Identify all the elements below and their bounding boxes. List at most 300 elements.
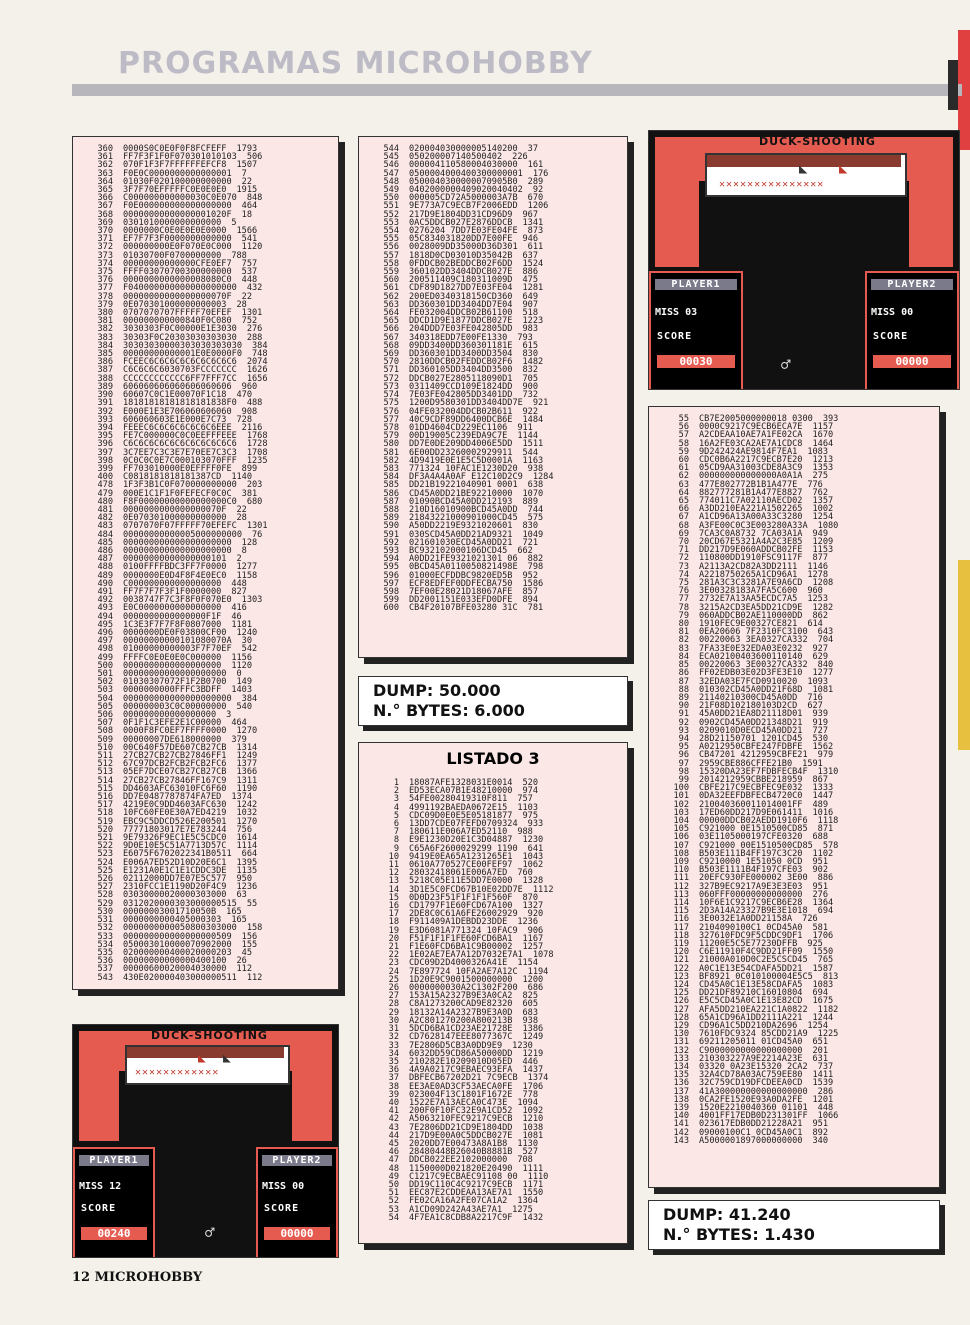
line-number: 527 <box>97 882 113 893</box>
checksum: 760 <box>517 868 533 879</box>
line-number: 596 <box>383 570 399 581</box>
checksum: 30 <box>241 636 253 647</box>
checksum: 1377 <box>236 759 258 770</box>
line-number: 74 <box>678 569 689 580</box>
checksum: 470 <box>236 390 253 401</box>
line-number: 515 <box>97 783 113 794</box>
checksum: 946 <box>522 234 539 245</box>
hex-data: 16A2FE03CA2AE7A1CDC8 <box>699 438 803 449</box>
checksum: 927 <box>812 643 829 654</box>
checksum: 1043 <box>522 851 544 862</box>
line-number: 557 <box>383 250 399 261</box>
line-number: 92 <box>678 717 689 728</box>
line-number: 581 <box>383 447 399 458</box>
line-number: 509 <box>97 734 113 745</box>
checksum: 694 <box>812 988 829 999</box>
checksum: 1094 <box>517 1097 539 1108</box>
dump-line: DUMP: 50.000 <box>373 681 501 700</box>
checksum: 28 <box>236 513 247 524</box>
line-number: 122 <box>673 963 689 974</box>
hex-data: B503E111B4FF197C3C20 <box>699 848 803 859</box>
line-number: 598 <box>383 586 399 597</box>
line-number: 89 <box>678 692 689 703</box>
hex-data: 27CB27CB27846FF167C9 <box>123 775 227 786</box>
checksum: 1156 <box>231 652 253 663</box>
checksum: 1080 <box>817 520 839 531</box>
checksum: 919 <box>812 717 829 728</box>
miss-counter: MISS 00 <box>262 1181 305 1192</box>
hex-data: A0DD21FE9321021301 06 <box>409 554 518 565</box>
hex-data: 0D0D23F51F1F1F1F560F <box>409 892 513 903</box>
line-number: 12 <box>388 868 399 879</box>
line-number: 524 <box>97 857 113 868</box>
line-number: 575 <box>383 398 399 409</box>
line-number: 47 <box>388 1155 399 1166</box>
hex-data: 04FE032004DDCB02B611 <box>409 406 513 417</box>
checksum: 537 <box>241 267 258 278</box>
game-screenshot-bottom <box>72 1024 339 1258</box>
checksum: 1083 <box>812 980 834 991</box>
checksum: 1311 <box>236 775 258 786</box>
checksum: 286 <box>817 1086 834 1097</box>
line-number: 102 <box>673 799 689 810</box>
checksum: 827 <box>231 586 247 597</box>
line-number: 84 <box>678 651 689 662</box>
checksum: 1670 <box>812 430 834 441</box>
hex-data: 21140210300CD45A0DD <box>699 692 798 703</box>
player-label: PLAYER1 <box>655 279 737 290</box>
line-number: 505 <box>97 701 113 712</box>
checksum: 1768 <box>246 431 268 442</box>
line-number: 387 <box>97 365 113 376</box>
line-number: 26 <box>388 983 399 994</box>
line-number: 53 <box>388 1204 399 1215</box>
line-number: 123 <box>673 971 689 982</box>
checksum: 615 <box>522 340 539 351</box>
hex-data: 020004030000005140200 <box>409 144 518 154</box>
checksum: 1200 <box>522 974 544 985</box>
hex-data: CDF89D1827DD7E03FE04 <box>409 283 513 294</box>
hex-data: 65A1CD96A1DD2111A221 <box>699 1012 803 1023</box>
hex-data: B503E1111B4F197CFE03 <box>699 865 803 876</box>
checksum: 1706 <box>812 930 834 941</box>
hex-data: A2218750265A1CD96A1 <box>699 569 798 580</box>
hex-data: 77771803017E7E783244 <box>123 824 227 835</box>
checksum: 1146 <box>807 561 829 572</box>
line-number: 11 <box>388 860 399 871</box>
checksum: 448 <box>817 1103 834 1114</box>
hex-data: F911409A1DEBDD23DDE <box>409 917 508 928</box>
line-number: 32 <box>388 1032 399 1043</box>
line-number: 41 <box>388 1106 399 1117</box>
hex-data: 2310FCC1E1190D20F4C9 <box>123 882 227 893</box>
line-number: 88 <box>678 684 689 695</box>
line-number: 499 <box>97 652 113 663</box>
hex-data: 7CA3C0A8732 7CA03A1A <box>699 528 803 539</box>
checksum: 892 <box>812 1127 829 1138</box>
checksum: 55 <box>246 898 258 909</box>
line-number: 588 <box>383 504 399 515</box>
checksum: 1253 <box>807 594 829 605</box>
header-rule <box>72 84 962 96</box>
hex-data: 32A4CD78A03AC759EE80 <box>699 1070 803 1081</box>
hex-data: 1522E7A13AECA0C473E <box>409 1097 508 1108</box>
line-number: 129 <box>673 1021 689 1032</box>
line-number: 48 <box>388 1163 399 1174</box>
line-number: 121 <box>673 955 689 966</box>
line-number: 103 <box>673 807 689 818</box>
line-number: 585 <box>383 480 399 491</box>
checksum: 2074 <box>246 357 268 368</box>
line-number: 391 <box>97 398 113 409</box>
hex-data: C65A6F2600029299 1190 <box>409 843 518 854</box>
line-number: 2 <box>393 786 399 797</box>
checksum: 165 <box>231 915 247 926</box>
hex-data: FCEEC6C6C6C6C6C6C6C6C6 <box>123 357 237 368</box>
checksum: 683 <box>522 1007 539 1018</box>
checksum: 22 <box>241 176 253 187</box>
hex-data: F0E000000000000000000 <box>123 201 232 212</box>
checksum: 1353 <box>812 463 834 474</box>
line-number: 481 <box>97 504 113 515</box>
score-label: SCORE <box>264 1203 300 1214</box>
hex-data: 7610FDC9324 85CDD21A9 <box>699 1029 808 1040</box>
line-number: 63 <box>678 479 689 490</box>
hex-data: 1520E2210040360 01101 <box>699 1103 808 1114</box>
hex-data: 21843221000901000CD45 <box>409 513 518 524</box>
checksum: 1314 <box>236 742 258 753</box>
line-number: 492 <box>97 595 113 606</box>
line-number: 98 <box>678 766 689 777</box>
line-number: 526 <box>97 874 113 885</box>
hex-data: 070F1F3F7FFFFFFEFCF8 <box>123 160 227 171</box>
checksum: 1374 <box>231 792 253 803</box>
page-header-title: PROGRAMAS MICROHOBBY <box>118 46 593 81</box>
code-listing-right <box>648 406 940 1188</box>
line-number: 67 <box>678 512 689 523</box>
hex-data: 2732E7A13AA5ECDC7A5 <box>699 594 798 605</box>
hex-data: 20EFC930FE000002 3E00 <box>699 873 808 884</box>
hex-data: 0000000000000000000 <box>123 660 222 671</box>
checksum: 1066 <box>817 1111 839 1122</box>
line-number: 117 <box>673 922 689 933</box>
hex-data: 00000000000000001020F <box>123 209 232 220</box>
hex-data: 1E02AE7EA7A12D7032E7A1 <box>409 950 523 961</box>
hex-data: 477E802772B1B1A477E <box>699 479 798 490</box>
hex-data: DDCB022EE2102000000 <box>409 1155 508 1166</box>
checksum: 381 <box>241 488 258 499</box>
checksum: 165 <box>226 906 242 917</box>
hex-data: DD360301DD3400DD3504 <box>409 349 513 360</box>
hex-data: 69211205011 01CD45A0 <box>699 1037 803 1048</box>
checksum: 275 <box>812 471 829 482</box>
hex-data: 7FA33E0E32EDA03E0232 <box>699 643 803 654</box>
line-number: 480 <box>97 496 113 507</box>
checksum: 778 <box>522 1089 539 1100</box>
hex-data: 28480448B26040B8881B <box>409 1147 513 1158</box>
line-number: 367 <box>97 201 113 212</box>
score-label: SCORE <box>873 331 909 342</box>
checksum: 1236 <box>236 882 258 893</box>
hex-data: A3FE00C0C3E003280A33A <box>699 520 808 531</box>
score-value: 00000 <box>264 1227 330 1240</box>
line-number: 484 <box>97 529 113 540</box>
line-number: 546 <box>383 160 399 171</box>
hex-data: F0E0C0000000000000001 <box>123 168 232 179</box>
hex-data: 000E1C1F1F0FEFECF0C0C <box>123 488 232 499</box>
hex-data: 1150000D021820E20490 <box>409 1163 513 1174</box>
hex-data: 2D3A14A23327B9E3E1018 <box>699 906 808 917</box>
hex-data: 204DDD7E03FE042805DD <box>409 324 513 335</box>
hex-data: 0F1F1C3EFE2E1C00000 <box>123 718 222 729</box>
line-number: 101 <box>673 791 689 802</box>
hex-data: 4D9419E0E1E5C5D0001A <box>409 455 513 466</box>
checksum: 5 <box>231 217 237 228</box>
hex-data: C000000000000030C0E070 <box>123 193 237 204</box>
checksum: 384 <box>241 693 258 704</box>
line-number: 38 <box>388 1081 399 1092</box>
checksum: 1366 <box>236 767 258 778</box>
checksum: 1277 <box>236 562 258 573</box>
checksum: 871 <box>817 824 834 835</box>
checksum: 708 <box>517 1155 533 1166</box>
line-number: 372 <box>97 242 113 253</box>
checksum: 611 <box>527 242 544 253</box>
checksum: 1284 <box>532 472 554 483</box>
hex-data: 0000000000FFFC3BDFF <box>123 685 222 696</box>
line-number: 141 <box>673 1119 689 1130</box>
hex-data: EF7F7F3F0000000000000 <box>123 234 232 245</box>
checksum: 1915 <box>236 185 258 196</box>
hex-data: 4A9A0217C9EBAEC93EFA <box>409 1065 513 1076</box>
hex-data: 000000000E0F070E0C000 <box>123 242 232 253</box>
dump-line: DUMP: 41.240 <box>663 1205 791 1224</box>
hex-data: 3E00328183A7FA5C600 <box>699 586 798 597</box>
line-number: 395 <box>97 431 113 442</box>
line-number: 495 <box>97 619 113 630</box>
hex-data: 21F08D102180103D2CD <box>699 701 798 712</box>
line-number: 503 <box>97 685 113 696</box>
hex-data: 360102DD3404DDCB027E <box>409 267 513 278</box>
hex-data: 0BCD45A0110050821498E <box>409 562 518 573</box>
hex-data: C1217C9ECBAEC91108 00 <box>409 1171 518 1182</box>
hex-data: 01000ECFDDBC9820ED5B <box>409 570 513 581</box>
checksum: 22 <box>236 504 247 515</box>
line-number: 30 <box>388 1015 399 1026</box>
hex-data: C921000 00E1510500CD85 <box>699 840 813 851</box>
line-number: 8 <box>393 835 399 846</box>
hex-data: 0311409CCD109E1824DD <box>409 381 513 392</box>
line-number: 482 <box>97 513 113 524</box>
checksum: 908 <box>241 406 258 417</box>
checksum: 960 <box>241 381 258 392</box>
line-number: 128 <box>673 1012 689 1023</box>
checksum: 1675 <box>812 996 834 1007</box>
hex-data: EEC87E2CDDEAA13AE7A1 <box>409 1188 513 1199</box>
listing-row <box>365 1214 621 1222</box>
checksum: 1656 <box>246 373 268 384</box>
line-number: 361 <box>97 152 113 163</box>
checksum: 1550 <box>522 1188 544 1199</box>
hex-data: 10FC60FE0E30A7ED4219 <box>123 808 227 819</box>
checksum: 1614 <box>236 833 258 844</box>
line-number: 384 <box>97 340 113 351</box>
game-screenshot-top <box>648 130 960 390</box>
hex-data: C8A1273200CAD9E82320 <box>409 999 513 1010</box>
line-number: 554 <box>383 226 399 237</box>
checksum: 798 <box>527 562 544 573</box>
checksum: 651 <box>812 1037 829 1048</box>
line-number: 104 <box>673 815 689 826</box>
hex-data: CDC0B6A2217C9ECB7E20 <box>699 455 803 466</box>
player2-panel <box>256 1147 338 1258</box>
checksum: 1118 <box>817 815 839 826</box>
line-number: 490 <box>97 578 113 589</box>
line-number: 137 <box>673 1086 689 1097</box>
checksum: 37 <box>527 144 539 154</box>
line-number: 55 <box>678 414 689 424</box>
line-number: 9 <box>393 843 399 854</box>
line-number: 23 <box>388 958 399 969</box>
hex-data: 771324 10FAC1E1230D20 <box>409 463 518 474</box>
hex-data: 210282E10209010D05ED <box>409 1056 513 1067</box>
line-number: 20 <box>388 933 399 944</box>
checksum: 92 <box>532 185 544 196</box>
line-number: 556 <box>383 242 399 253</box>
hex-data: 050003010000070902000 <box>123 939 232 950</box>
line-number: 398 <box>97 455 113 466</box>
line-number: 138 <box>673 1094 689 1105</box>
line-number: 35 <box>388 1056 399 1067</box>
checksum: 900 <box>522 381 539 392</box>
line-number: 587 <box>383 496 399 507</box>
line-number: 535 <box>97 947 113 958</box>
checksum: 933 <box>527 819 544 830</box>
line-number: 563 <box>383 299 399 310</box>
hex-data: EBC9C5DDCD526E200501 <box>123 816 227 827</box>
line-number: 592 <box>383 537 399 548</box>
player1-panel <box>649 271 743 390</box>
line-number: 1 <box>393 778 399 788</box>
hex-data: 060ADDCB02AE110000DD <box>699 610 803 621</box>
checksum: 862 <box>812 610 829 621</box>
target-row: ✕✕✕✕✕✕✕✕✕✕✕✕ <box>135 1067 220 1078</box>
checksum: 894 <box>522 595 539 606</box>
hex-data: BC932102000106DCD45 <box>409 545 508 556</box>
checksum: 1120 <box>231 660 253 671</box>
checksum: 575 <box>527 513 544 524</box>
line-number: 70 <box>678 537 689 548</box>
hex-data: 000000000000000000000 <box>123 545 232 556</box>
checksum: 1364 <box>812 897 834 908</box>
line-number: 534 <box>97 939 113 950</box>
line-number: 37 <box>388 1073 399 1084</box>
line-number: 96 <box>678 750 689 761</box>
checksum: 1257 <box>522 942 544 953</box>
hex-data: 03320 0A23E15320 2CA2 <box>699 1062 808 1073</box>
hex-data: C6C6C6C6C6C6C6C6C6C6C6 <box>123 439 237 450</box>
hex-data: 9419E0EA65A1231265E1 <box>409 851 513 862</box>
hex-data: 0500004000400300000001 <box>409 168 523 179</box>
line-number: 109 <box>673 856 689 867</box>
hex-data: 030SCD45A0DD21AD9321 <box>409 529 513 540</box>
line-number: 127 <box>673 1004 689 1015</box>
hex-data: 0E070301000000000003 <box>123 299 227 310</box>
checksum: 938 <box>522 1015 539 1026</box>
hex-data: FF7F3F1F0F070301010103 <box>123 152 237 163</box>
line-number: 4 <box>393 802 399 813</box>
hex-data: 5218C05E11E5DD7E0000 <box>409 876 513 887</box>
hex-data: ECF8EDFEF0DDFECBA750 <box>409 578 513 589</box>
hex-data: 110800DD1910FSC9117F <box>699 553 803 564</box>
hex-data: 153A15A2327B9E3A0CA2 <box>409 991 513 1002</box>
line-number: 533 <box>97 931 113 942</box>
hex-data: 774011C7A02110AECD02 <box>699 496 803 507</box>
checksum: 128 <box>241 537 258 548</box>
checksum: 1586 <box>522 578 544 589</box>
hex-data: CD1797F1E60FCD67A100 <box>409 901 513 912</box>
hex-data: 28032418061E006A7ED <box>409 868 508 879</box>
line-number: 125 <box>673 988 689 999</box>
line-number: 522 <box>97 841 113 852</box>
page-footer: 12 MICROHOBBY <box>72 1270 203 1285</box>
hex-data: 0902CD45A0DD21348D21 <box>699 717 803 728</box>
hex-data: 0000000000000008080C0 <box>123 275 232 286</box>
checksum: 649 <box>522 291 539 302</box>
line-number: 115 <box>673 906 689 917</box>
checksum: 757 <box>517 794 533 805</box>
checksum: 728 <box>236 414 253 425</box>
header-rule-end <box>948 60 958 110</box>
hex-data: 3E0032E1A0DD21158A <box>699 914 793 925</box>
checksum: 643 <box>817 627 834 638</box>
line-number: 21 <box>388 942 399 953</box>
line-number: 17 <box>388 909 399 920</box>
hex-data: 200ED0340318150CD360 <box>409 291 513 302</box>
hex-data: 0028009DD35000D36D301 <box>409 242 518 253</box>
line-number: 523 <box>97 849 113 860</box>
checksum: 721 <box>522 537 539 548</box>
line-number: 79 <box>678 610 689 621</box>
hex-data: FEEEC6C6C6C6C6C6C6EEE <box>123 422 232 433</box>
checksum: 629 <box>812 651 829 662</box>
line-number: 124 <box>673 980 689 991</box>
hex-data: 00000000000000000070F <box>123 291 232 302</box>
hex-data: 606060603E1E000E7C73 <box>123 414 227 425</box>
hex-data: ED53ECA07B1E48210000 <box>409 786 513 797</box>
line-number: 529 <box>97 898 113 909</box>
hex-data: 0E070301000000000000 <box>123 513 227 524</box>
line-number: 114 <box>673 897 689 908</box>
line-number: 56 <box>678 422 689 433</box>
hex-data: 18087AFE1328031E0014 <box>409 778 513 788</box>
checksum: 705 <box>522 373 539 384</box>
listing-rows <box>73 137 338 988</box>
hex-data: 00000003001710050B <box>123 906 217 917</box>
hex-data: 17ED60DD217D9E061411 <box>699 807 803 818</box>
checksum: 1103 <box>517 802 539 813</box>
score-label: SCORE <box>657 331 693 342</box>
checksum: 902 <box>812 865 829 876</box>
checksum: 1083 <box>807 446 829 457</box>
line-number: 502 <box>97 677 113 688</box>
hex-data: DD19C110C4C9217C9ECB <box>409 1179 513 1190</box>
line-number: 108 <box>673 848 689 859</box>
line-number: 496 <box>97 627 113 638</box>
line-number: 591 <box>383 529 399 540</box>
checksum: 1511 <box>522 439 544 450</box>
checksum: 1341 <box>522 217 544 228</box>
